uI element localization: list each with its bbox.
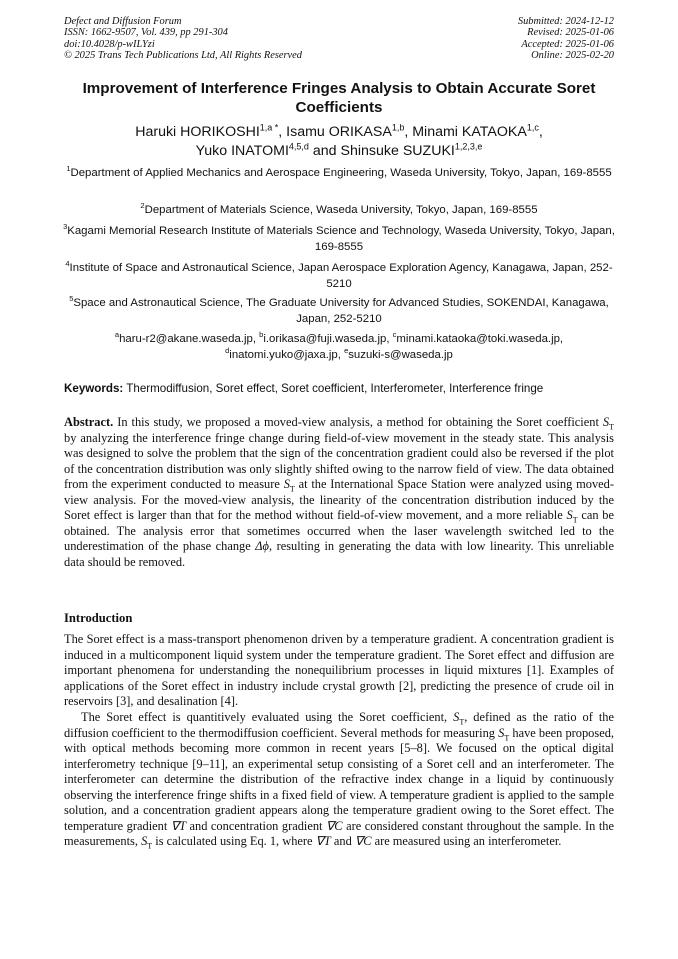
symbol-sub-t: T [147,841,153,851]
affiliation-number: 1 [66,164,71,174]
intro-paragraph-1: The Soret effect is a mass-transport phenomenon driven by a temperature gradient. A concentration gradient is induced in a multicomponent liquid system under the temperature gradient. The Soret effect and diffusion are important phenomena for understanding the nonequilibrium processes in liquid mixtures [1]. Examples of applications of the Soret effect in industry include crystal growth [2], predicting the presence of crude oil in reservoirs [3], and desalination [4]. [64,632,614,708]
revised-date: Revised: 2025-01-06 [527,27,614,39]
email-marker: b [259,330,264,340]
email-marker: a [114,330,120,340]
author-separator: and [308,143,341,159]
accepted-date: Accepted: 2025-01-06 [521,38,614,50]
journal-header-left [64,16,302,62]
email-marker: e [344,345,349,355]
affiliation-text: Department of Applied Mechanics and Aerospace Engineering, Waseda University, Tokyo, Japan, 169-8555 [70,167,612,179]
affiliation-number: 5 [69,294,74,304]
intro-paragraph-2 [64,710,614,850]
intro-text: and [330,834,355,848]
email-link[interactable]: inatomi.yuko@jaxa.jp, [229,348,345,361]
email-link[interactable]: i.orikasa@fuji.waseda.jp, [263,333,393,345]
affiliation-text: Space and Astronautical Science, The Graduate University for Advanced Studies, SOKENDAI, Kanagawa, Japan, 252-5210 [73,297,609,325]
abstract-label: Abstract. [64,415,114,429]
email-link[interactable]: minami.kataoka@toki.waseda.jp, [396,333,564,345]
symbol-sub-t: T [572,515,578,525]
abstract-text: , resulting in generating the data with low linearity. This unreliable data should be removed. [64,539,614,569]
journal-copyright: © 2025 Trans Tech Publications Ltd, All Rights Reserved [64,50,302,62]
keywords-label: Keywords: [64,382,124,395]
symbol-sub-t: T [289,484,295,494]
email-marker: c [392,330,397,340]
author-separator: , [404,124,413,140]
submitted-date: Submitted: 2024-12-12 [517,16,614,27]
affiliation-number: 3 [63,222,68,232]
journal-name: Defect and Diffusion Forum [64,16,182,27]
abstract-text: can be obtained. The analysis error that sometimes occurred when the laser wavelength switched led to the underestimation of the phase change [64,508,615,553]
abstract-text: by analyzing the interference fringe change during field-of-view movement in the steady state. This analysis was designed to solve the problem that the sign of the concentration gradient could also be reversed if the plot of the concentration distribution was only slightly shifted owing to the narrow field of view. The data obtained from the experiment conducted to measure [64,430,614,491]
online-date: Online: 2025-02-20 [531,50,614,62]
symbol-grad-t: ∇T [315,834,331,848]
symbol-s: S [602,415,610,429]
keywords [64,381,616,396]
email-marker: d [225,345,230,355]
author-name: Minami KATAOKA [412,124,527,140]
author-list: Haruki $HORIKOSHI^{1,a *}$, Isamu ORIKASA$^{1,b}$, Minami KATAOKA$^{1,c}$, Yuko INATOMI$^{4,5,d}$ and Shinsuke SUZUKI$^{1,2,3,e}$ [135,122,543,159]
symbol-s: S [453,710,460,724]
intro-text: are measured using an interferometer. [371,834,562,848]
author-affiliation-marker: 4,5,d [288,141,309,152]
author-affiliation-marker: 1,2,3,e [454,141,483,152]
symbol-sub-t: T [459,717,465,727]
symbol-s: S [141,834,148,848]
intro-text: and concentration gradient [186,818,326,833]
symbol-s: S [283,477,290,491]
intro-text: is calculated using Eq. 1, where [152,834,316,848]
abstract-text: In this study, we proposed a moved-view analysis, a method for obtaining the Soret coefficient [113,415,603,429]
symbol-grad-t: ∇T [170,818,186,833]
affiliation-text: Kagami Memorial Research Institute of Materials Science and Technology, Waseda University, Tokyo, Japan, 169-8555 [67,225,615,253]
section-heading-introduction: Introduction [64,611,133,625]
affiliation-5 [60,296,618,327]
affiliation-4 [60,261,618,292]
affiliation-1 [60,166,618,182]
symbol-delta-phi: Δϕ [255,539,269,553]
author-name: Haruki HORIKOSHI [135,124,260,140]
author-name: Isamu ORIKASA [286,124,392,140]
symbol-s: S [498,725,505,740]
author-affiliation-marker: 1,a * [259,122,279,133]
symbol-grad-c: ∇C [354,834,372,848]
affiliation-text: Institute of Space and Astronautical Science, Japan Aerospace Exploration Agency, Kanagawa, Japan, 252-5210 [69,262,613,290]
affiliation-number: 4 [65,259,70,269]
symbol-s: S [566,508,573,522]
journal-header-right [518,16,614,62]
email-link[interactable]: suzuki-s@waseda.jp [348,348,453,361]
abstract-text: at the International Space Station were analyzed using moved-view analysis. For the moved-view analysis, the linearity of the concentration distribution induced by the Soret effect is larger than that for the method without field-of-view movement, and a more reliable [64,477,614,522]
symbol-sub-t: T [504,732,510,742]
affiliation-2 [60,203,618,219]
affiliation-text: Department of Materials Science, Waseda University, Tokyo, Japan, 169-8555 [144,204,538,216]
author-name: Yuko INATOMI [195,143,289,159]
affiliation-number: 2 [140,201,145,211]
email-link[interactable]: haru-r2@akane.waseda.jp, [119,333,260,345]
affiliation-3 [60,224,618,255]
keywords-text: Thermodiffusion, Soret effect, Soret coefficient, Interferometer, Interference fringe [123,382,544,395]
symbol-grad-c: ∇C [326,818,343,833]
intro-text: have been proposed, with optical methods becoming more common in recent years [5–8]. We focused on the optical digital interferometry technique [9–11], an experimental setup consisting of a Soret cell and an interferometer. The interferometer can determine the distribution of the refractive index change in a liquid by continuously observing the interference fringe shifts in a fixed field of view. A temperature gradient is applied to the sample solution, and a concentration gradient appears along the temperature gradient owing to the Soret effect. The temperature gradient [64,725,614,833]
author-affiliation-marker: 1,b [391,122,405,133]
author-emails [60,332,618,363]
symbol-sub-t: T [609,422,614,432]
author-separator: , [278,124,287,140]
intro-text: The Soret effect is quantitively evaluated using the Soret coefficient, [81,710,454,724]
author-name: Shinsuke SUZUKI [340,143,455,159]
intro-text: , defined as the ratio of the diffusion coefficient to the thermodiffusion coefficient. Several methods for measuring [64,710,614,740]
journal-doi: doi:10.4028/p-wILYzi [64,38,155,50]
journal-issn: ISSN: 1662-9507, Vol. 439, pp 291-304 [64,27,228,39]
intro-text: are considered constant throughout the sample. In the measurements, [64,818,614,848]
abstract [64,415,614,570]
paper-title: Improvement of Interference Fringes Analysis to Obtain Accurate Soret Coefficients [82,80,596,116]
author-affiliation-marker: 1,c [526,122,539,133]
